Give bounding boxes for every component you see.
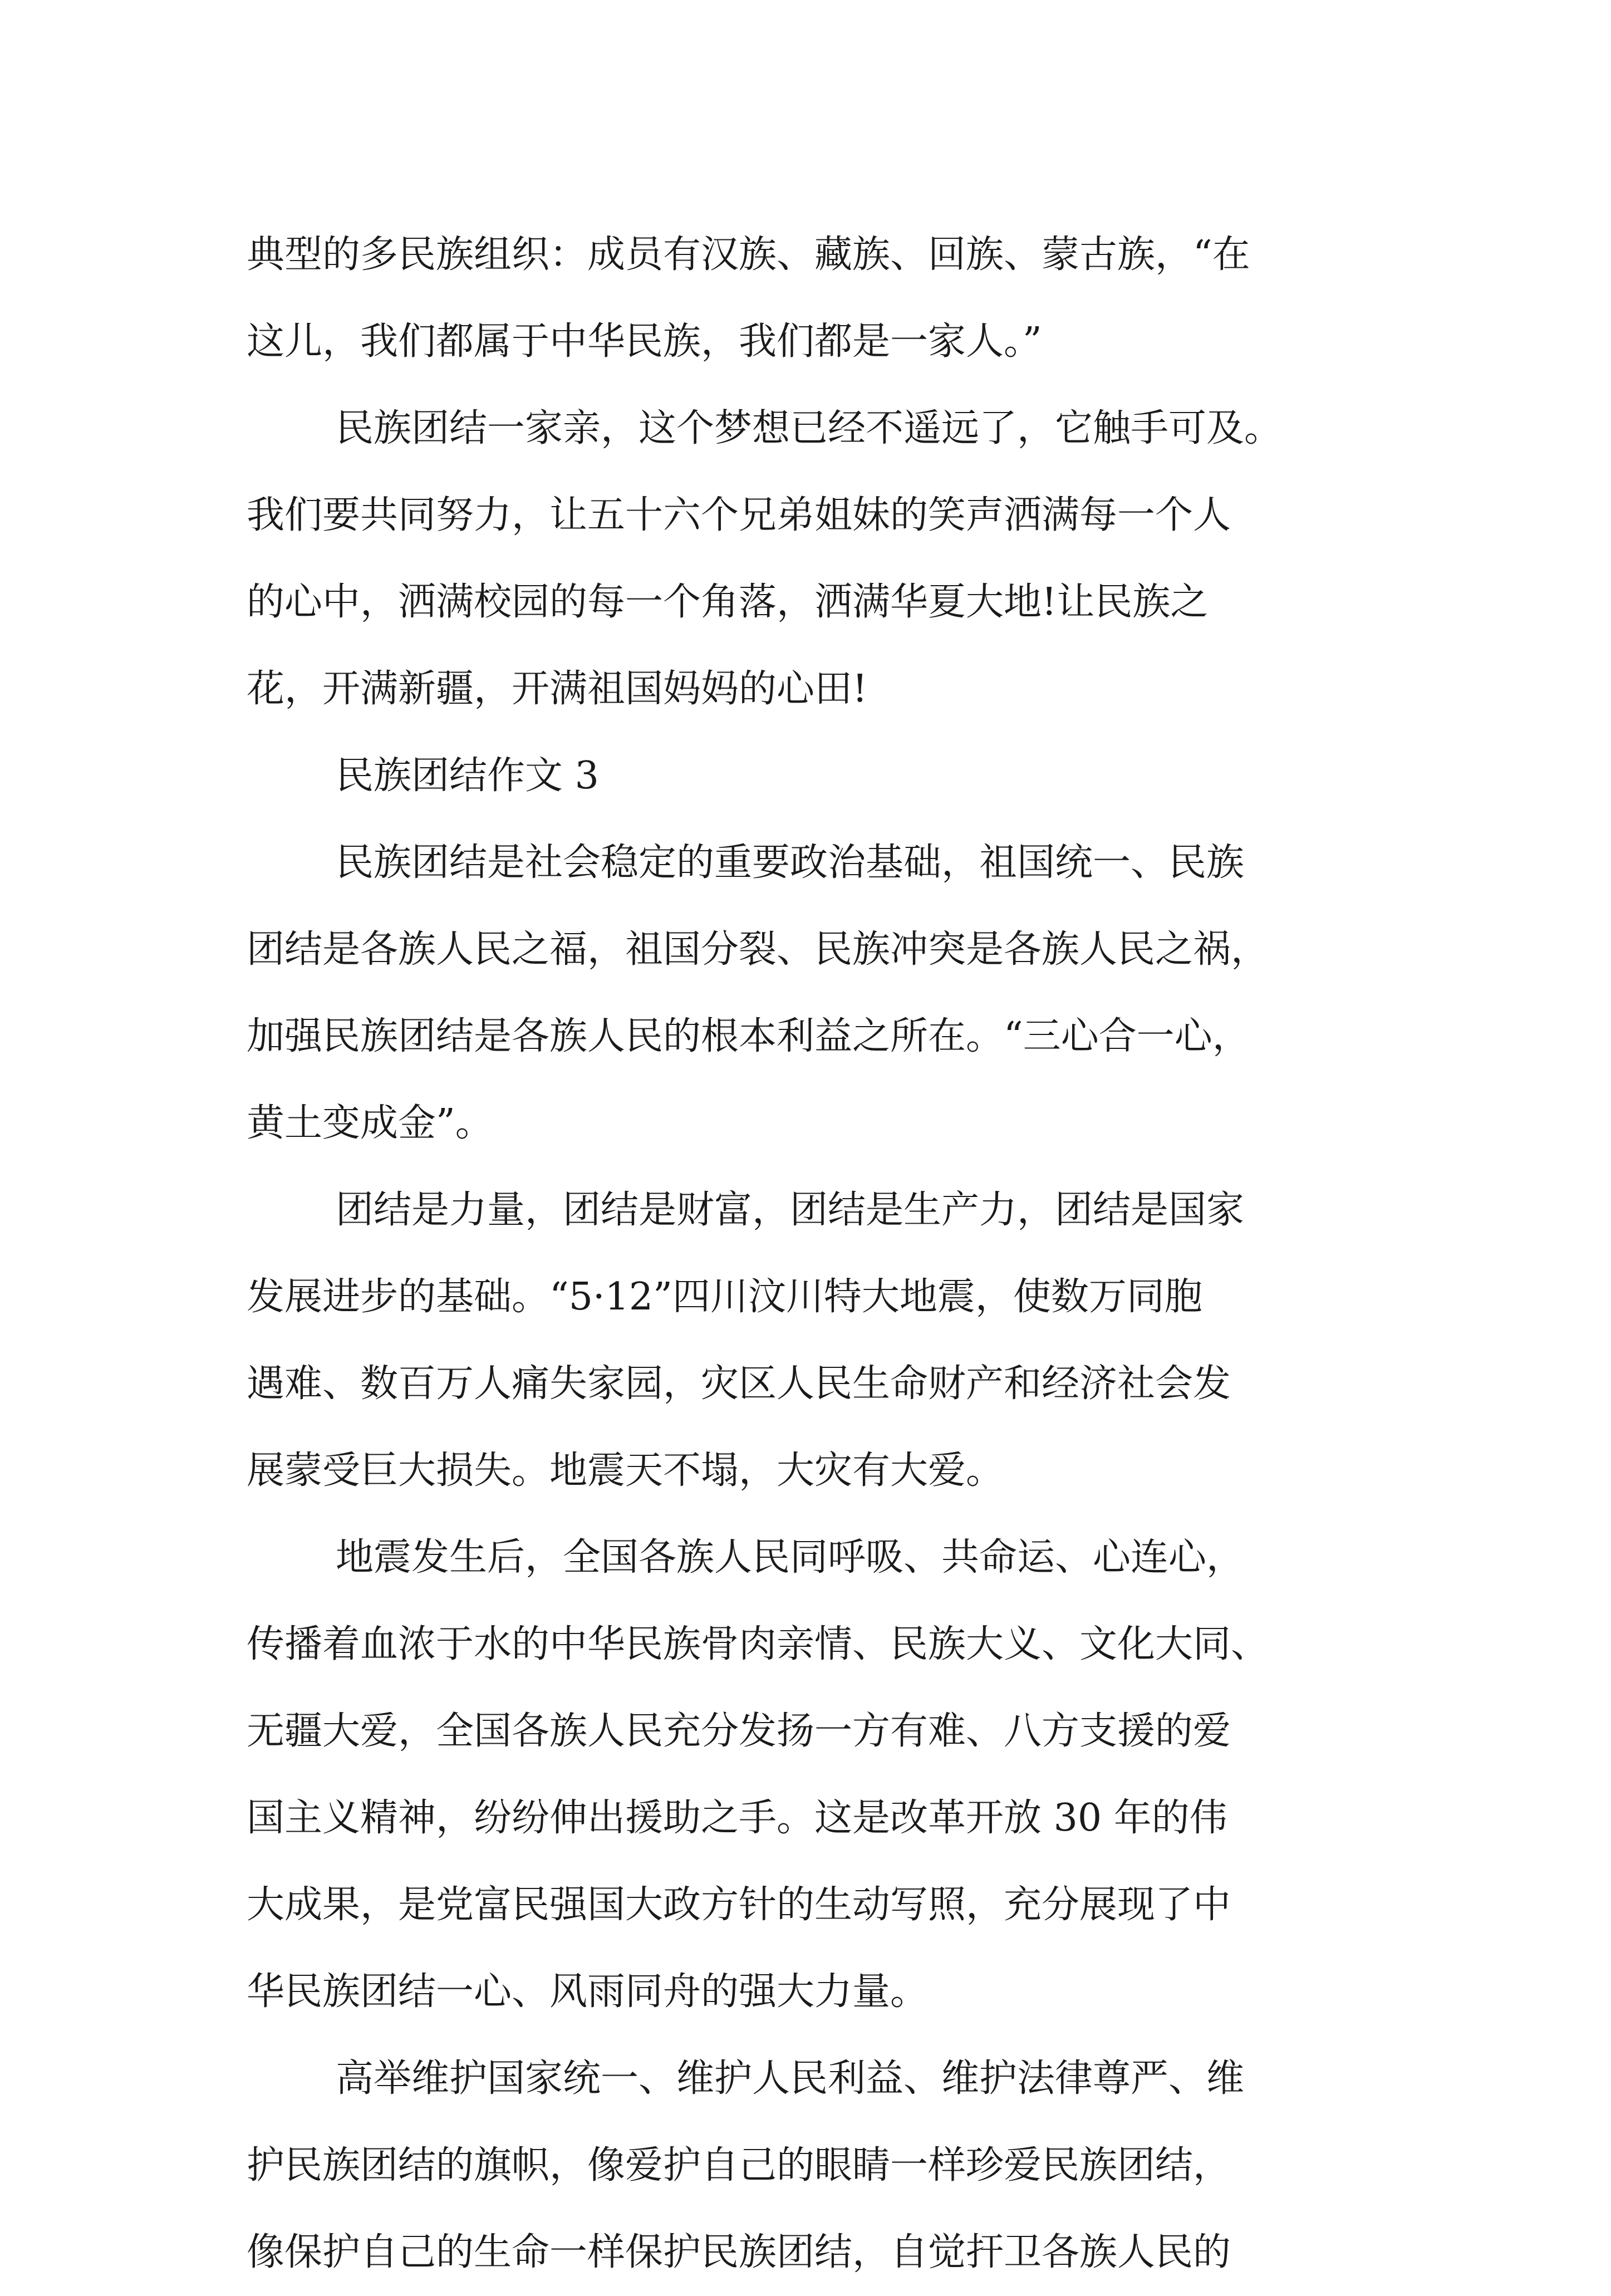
- text-line: 发展进步的基础。“5·12”四川汶川特大地震，使数万同胞: [247, 1275, 1202, 1319]
- paragraph-start-line: 民族团结是社会稳定的重要政治基础，祖国统一、民族: [336, 841, 1245, 885]
- paragraph-start-line: 地震发生后，全国各族人民同呼吸、共命运、心连心，: [336, 1535, 1245, 1579]
- text-line: 我们要共同努力，让五十六个兄弟姐妹的笑声洒满每一个人: [247, 493, 1231, 537]
- text-line: 像保护自己的生命一样保护民族团结，自觉扞卫各族人民的: [247, 2230, 1231, 2274]
- text-line: 展蒙受巨大损失。地震天不塌，大灾有大爱。: [247, 1449, 1004, 1493]
- text-line: 加强民族团结是各族人民的根本利益之所在。“三心合一心，: [247, 1014, 1250, 1058]
- text-line: 黄土变成金”。: [247, 1101, 493, 1145]
- text-line: 花，开满新疆，开满祖国妈妈的心田!: [247, 667, 868, 711]
- text-line: 这儿，我们都属于中华民族，我们都是一家人。”: [247, 320, 1042, 364]
- text-line: 遇难、数百万人痛失家园，灾区人民生命财产和经济社会发: [247, 1362, 1231, 1406]
- section-heading: 民族团结作文 3: [336, 754, 599, 798]
- text-line: 典型的多民族组织：成员有汉族、藏族、回族、蒙古族，“在: [247, 233, 1250, 277]
- paragraph-start-line: 高举维护国家统一、维护人民利益、维护法律尊严、维: [336, 2057, 1245, 2101]
- text-line: 团结是各族人民之福，祖国分裂、民族冲突是各族人民之祸，: [247, 928, 1269, 972]
- text-line: 大成果，是党富民强国大政方针的生动写照，充分展现了中: [247, 1883, 1231, 1927]
- paragraph-start-line: 团结是力量，团结是财富，团结是生产力，团结是国家: [336, 1188, 1245, 1232]
- text-line: 护民族团结的旗帜，像爱护自己的眼睛一样珍爱民族团结，: [247, 2143, 1231, 2187]
- text-line: 无疆大爱，全国各族人民充分发扬一方有难、八方支援的爱: [247, 1709, 1231, 1753]
- text-line: 的心中，洒满校园的每一个角落，洒满华夏大地!让民族之: [247, 580, 1209, 624]
- paragraph-start-line: 民族团结一家亲，这个梦想已经不遥远了，它触手可及。: [336, 406, 1283, 450]
- document-body: [247, 212, 1366, 2296]
- text-line: 华民族团结一心、风雨同舟的强大力量。: [247, 1970, 929, 2014]
- text-line: 传播着血浓于水的中华民族骨肉亲情、民族大义、文化大同、: [247, 1622, 1269, 1666]
- text-line: 国主义精神，纷纷伸出援助之手。这是改革开放 30 年的伟: [247, 1796, 1227, 1840]
